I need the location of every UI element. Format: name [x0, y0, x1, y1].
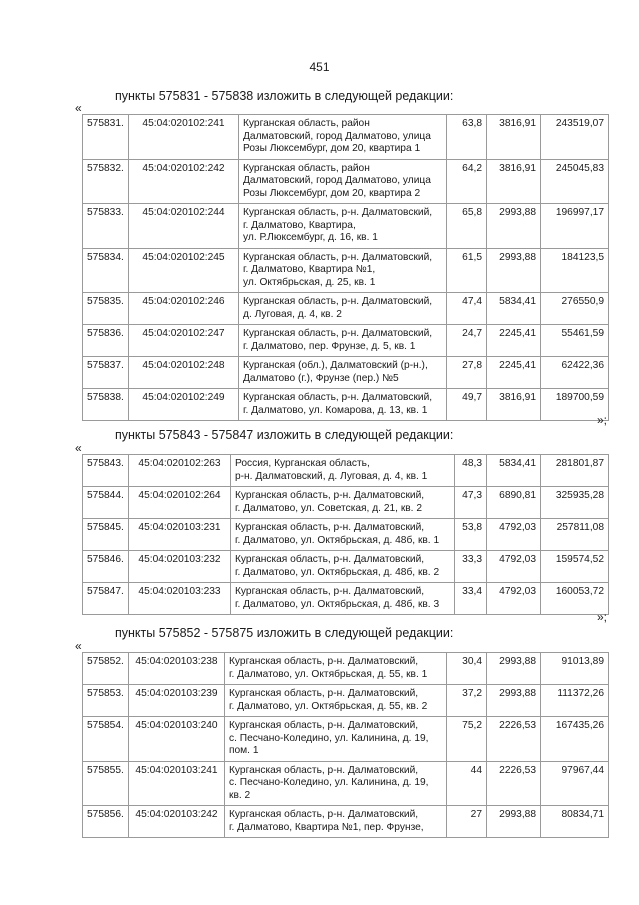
section-2-title: пункты 575843 - 575847 изложить в следующей редакции:: [115, 428, 454, 442]
area-cell: 63,8: [447, 115, 487, 160]
cadastral-value-cell: 281801,87: [541, 455, 609, 487]
area-cell: 30,4: [447, 653, 487, 685]
cadastral-value-cell: 184123,5: [541, 248, 609, 293]
address-line: Курганская область, р-н. Далматовский,: [243, 251, 433, 263]
cadastral-value-cell: 257811,08: [541, 519, 609, 551]
address-cell: [225, 761, 447, 806]
section-2-open-quote: «: [75, 441, 82, 455]
table-row: [83, 389, 609, 421]
section-1-title: пункты 575831 - 575838 изложить в следующей редакции:: [115, 89, 454, 103]
address-cell: [239, 115, 447, 160]
area-cell: 65,8: [447, 204, 487, 249]
rate-cell: 2993,88: [487, 685, 541, 717]
address-cell: [231, 583, 455, 615]
cadastral-value-cell: 160053,72: [541, 583, 609, 615]
item-number-cell: 575836.: [83, 325, 129, 357]
address-line: Курганская область, р-н. Далматовский,: [229, 688, 419, 699]
cadastral-value-cell: 196997,17: [541, 204, 609, 249]
rate-cell: 4792,03: [487, 551, 541, 583]
address-cell: [239, 325, 447, 357]
rate-cell: 2993,88: [487, 806, 541, 838]
table-row: [83, 455, 609, 487]
address-line: Далматовский, город Далматово, улица: [243, 175, 431, 186]
cadastral-number-cell: 45:04:020102:264: [129, 487, 231, 519]
address-line: г. Далматово, ул. Октябрьская, д. 55, кв. 2: [229, 700, 428, 712]
area-cell: 33,3: [455, 551, 487, 583]
section-1-table: [82, 114, 609, 421]
cadastral-number-cell: 45:04:020102:249: [129, 389, 239, 421]
item-number-cell: 575831.: [83, 115, 129, 160]
rate-cell: 5834,41: [487, 455, 541, 487]
address-cell: [231, 551, 455, 583]
cadastral-value-cell: 55461,59: [541, 325, 609, 357]
address-line: г. Далматово, ул. Октябрьская, д. 48б, кв. 3: [235, 598, 440, 610]
rate-cell: 2993,88: [487, 248, 541, 293]
area-cell: 27: [447, 806, 487, 838]
item-number-cell: 575837.: [83, 357, 129, 389]
address-line: Курганская область, район: [243, 162, 370, 174]
cadastral-number-cell: 45:04:020102:245: [129, 248, 239, 293]
table-row: [83, 487, 609, 519]
rate-cell: 2245,41: [487, 357, 541, 389]
area-cell: 75,2: [447, 717, 487, 762]
address-line: Курганская область, р-н. Далматовский,: [243, 392, 433, 403]
address-line: Россия, Курганская область,: [235, 458, 370, 469]
address-line: Курганская область, район: [243, 118, 370, 129]
address-cell: [239, 293, 447, 325]
address-line: Курганская область, р-н. Далматовский,: [243, 328, 433, 339]
address-line: кв. 2: [229, 789, 251, 801]
address-cell: [239, 389, 447, 421]
address-cell: [239, 159, 447, 204]
section-3-open-quote: «: [75, 639, 82, 653]
area-cell: 49,7: [447, 389, 487, 421]
address-cell: [225, 653, 447, 685]
cadastral-number-cell: 45:04:020102:244: [129, 204, 239, 249]
section-3-title: пункты 575852 - 575875 изложить в следующей редакции:: [115, 626, 454, 640]
address-line: Курганская область, р-н. Далматовский,: [235, 586, 425, 597]
table-row: [83, 519, 609, 551]
address-line: г. Далматово, ул. Комарова, д. 13, кв. 1: [243, 404, 428, 416]
section-1-tbody: [83, 115, 609, 421]
cadastral-number-cell: 45:04:020103:240: [129, 717, 225, 762]
rate-cell: 3816,91: [487, 159, 541, 204]
item-number-cell: 575838.: [83, 389, 129, 421]
address-line: ул. Октябрьская, д. 25, кв. 1: [243, 276, 376, 288]
address-line: г. Далматово, ул. Октябрьская, д. 48б, кв. 2: [235, 566, 440, 578]
cadastral-number-cell: 45:04:020103:241: [129, 761, 225, 806]
address-line: г. Далматово, ул. Октябрьская, д. 55, кв. 1: [229, 668, 428, 680]
address-line: Далматово (г.), Фрунзе (пер.) №5: [243, 372, 399, 384]
area-cell: 44: [447, 761, 487, 806]
rate-cell: 2993,88: [487, 653, 541, 685]
address-line: р-н. Далматовский, д. Луговая, д. 4, кв. 1: [235, 470, 428, 482]
cadastral-value-cell: 276550,9: [541, 293, 609, 325]
address-line: г. Далматово, ул. Октябрьская, д. 48б, кв. 1: [235, 534, 440, 546]
address-line: Курганская (обл.), Далматовский (р-н.),: [243, 360, 428, 371]
address-cell: [231, 455, 455, 487]
cadastral-number-cell: 45:04:020102:248: [129, 357, 239, 389]
item-number-cell: 575843.: [83, 455, 129, 487]
cadastral-value-cell: 62422,36: [541, 357, 609, 389]
table-row: [83, 583, 609, 615]
address-line: Курганская область, р-н. Далматовский,: [235, 490, 425, 501]
address-cell: [239, 248, 447, 293]
item-number-cell: 575845.: [83, 519, 129, 551]
cadastral-number-cell: 45:04:020102:263: [129, 455, 231, 487]
section-3-tbody: [83, 653, 609, 838]
address-line: Курганская область, р-н. Далматовский,: [229, 720, 419, 731]
item-number-cell: 575852.: [83, 653, 129, 685]
cadastral-value-cell: 111372,26: [541, 685, 609, 717]
item-number-cell: 575847.: [83, 583, 129, 615]
item-number-cell: 575854.: [83, 717, 129, 762]
address-line: г. Далматово, Квартира №1,: [243, 264, 376, 275]
address-line: Розы Люксембург, дом 20, квартира 2: [243, 187, 421, 199]
table-row: [83, 159, 609, 204]
item-number-cell: 575832.: [83, 159, 129, 204]
area-cell: 47,3: [455, 487, 487, 519]
table-row: [83, 717, 609, 762]
cadastral-value-cell: 80834,71: [541, 806, 609, 838]
address-line: г. Далматово, ул. Советская, д. 21, кв. 2: [235, 502, 423, 514]
rate-cell: 2226,53: [487, 717, 541, 762]
item-number-cell: 575833.: [83, 204, 129, 249]
table-row: [83, 653, 609, 685]
rate-cell: 3816,91: [487, 389, 541, 421]
table-row: [83, 685, 609, 717]
page-number: 451: [309, 60, 330, 74]
section-2-close-quote: »;: [596, 610, 607, 624]
cadastral-value-cell: 159574,52: [541, 551, 609, 583]
cadastral-value-cell: 243519,07: [541, 115, 609, 160]
cadastral-value-cell: 325935,28: [541, 487, 609, 519]
address-cell: [231, 487, 455, 519]
cadastral-number-cell: 45:04:020103:233: [129, 583, 231, 615]
section-3-table: [82, 652, 609, 838]
rate-cell: 2226,53: [487, 761, 541, 806]
address-line: Курганская область, р-н. Далматовский,: [235, 522, 425, 533]
address-line: Курганская область, р-н. Далматовский,: [235, 554, 425, 565]
table-row: [83, 357, 609, 389]
cadastral-number-cell: 45:04:020102:247: [129, 325, 239, 357]
section-1-open-quote: «: [75, 101, 82, 115]
address-cell: [239, 357, 447, 389]
table-row: [83, 293, 609, 325]
cadastral-number-cell: 45:04:020103:242: [129, 806, 225, 838]
area-cell: 24,7: [447, 325, 487, 357]
cadastral-number-cell: 45:04:020103:238: [129, 653, 225, 685]
area-cell: 33,4: [455, 583, 487, 615]
address-cell: [225, 717, 447, 762]
item-number-cell: 575853.: [83, 685, 129, 717]
cadastral-number-cell: 45:04:020103:231: [129, 519, 231, 551]
area-cell: 47,4: [447, 293, 487, 325]
area-cell: 37,2: [447, 685, 487, 717]
item-number-cell: 575846.: [83, 551, 129, 583]
rate-cell: 6890,81: [487, 487, 541, 519]
address-line: пом. 1: [229, 745, 259, 756]
cadastral-value-cell: 189700,59: [541, 389, 609, 421]
address-line: Курганская область, р-н. Далматовский,: [243, 207, 433, 218]
address-line: Розы Люксембург, дом 20, квартира 1: [243, 143, 421, 154]
rate-cell: 3816,91: [487, 115, 541, 160]
area-cell: 48,3: [455, 455, 487, 487]
section-2-tbody: [83, 455, 609, 615]
table-row: [83, 551, 609, 583]
address-line: г. Далматово, Квартира №1, пер. Фрунзе,: [229, 821, 424, 833]
item-number-cell: 575855.: [83, 761, 129, 806]
cadastral-value-cell: 245045,83: [541, 159, 609, 204]
table-row: [83, 806, 609, 838]
address-line: Курганская область, р-н. Далматовский,: [229, 809, 419, 820]
area-cell: 64,2: [447, 159, 487, 204]
table-row: [83, 761, 609, 806]
address-cell: [231, 519, 455, 551]
address-line: с. Песчано-Коледино, ул. Калинина, д. 19,: [229, 732, 429, 744]
area-cell: 53,8: [455, 519, 487, 551]
rate-cell: 4792,03: [487, 519, 541, 551]
rate-cell: 2245,41: [487, 325, 541, 357]
address-line: г. Далматово, пер. Фрунзе, д. 5, кв. 1: [243, 340, 416, 352]
address-line: Курганская область, р-н. Далматовский,: [229, 656, 419, 667]
address-line: Курганская область, р-н. Далматовский,: [229, 764, 419, 776]
rate-cell: 5834,41: [487, 293, 541, 325]
cadastral-value-cell: 167435,26: [541, 717, 609, 762]
address-cell: [225, 685, 447, 717]
table-row: [83, 115, 609, 160]
cadastral-number-cell: 45:04:020103:232: [129, 551, 231, 583]
cadastral-number-cell: 45:04:020102:242: [129, 159, 239, 204]
address-line: г. Далматово, Квартира,: [243, 219, 356, 231]
area-cell: 27,8: [447, 357, 487, 389]
address-cell: [239, 204, 447, 249]
address-line: Далматовский, город Далматово, улица: [243, 130, 431, 142]
item-number-cell: 575835.: [83, 293, 129, 325]
cadastral-number-cell: 45:04:020103:239: [129, 685, 225, 717]
cadastral-number-cell: 45:04:020102:241: [129, 115, 239, 160]
section-2-table: [82, 454, 609, 615]
address-line: ул. Р.Люксембург, д. 16, кв. 1: [243, 232, 378, 243]
cadastral-value-cell: 91013,89: [541, 653, 609, 685]
area-cell: 61,5: [447, 248, 487, 293]
rate-cell: 2993,88: [487, 204, 541, 249]
rate-cell: 4792,03: [487, 583, 541, 615]
table-row: [83, 325, 609, 357]
item-number-cell: 575856.: [83, 806, 129, 838]
item-number-cell: 575844.: [83, 487, 129, 519]
table-row: [83, 204, 609, 249]
address-line: д. Луговая, д. 4, кв. 2: [243, 308, 342, 320]
address-line: с. Песчано-Коледино, ул. Калинина, д. 19,: [229, 777, 429, 788]
address-cell: [225, 806, 447, 838]
cadastral-number-cell: 45:04:020102:246: [129, 293, 239, 325]
cadastral-value-cell: 97967,44: [541, 761, 609, 806]
item-number-cell: 575834.: [83, 248, 129, 293]
table-row: [83, 248, 609, 293]
address-line: Курганская область, р-н. Далматовский,: [243, 296, 433, 307]
section-1-close-quote: »;: [596, 413, 607, 427]
